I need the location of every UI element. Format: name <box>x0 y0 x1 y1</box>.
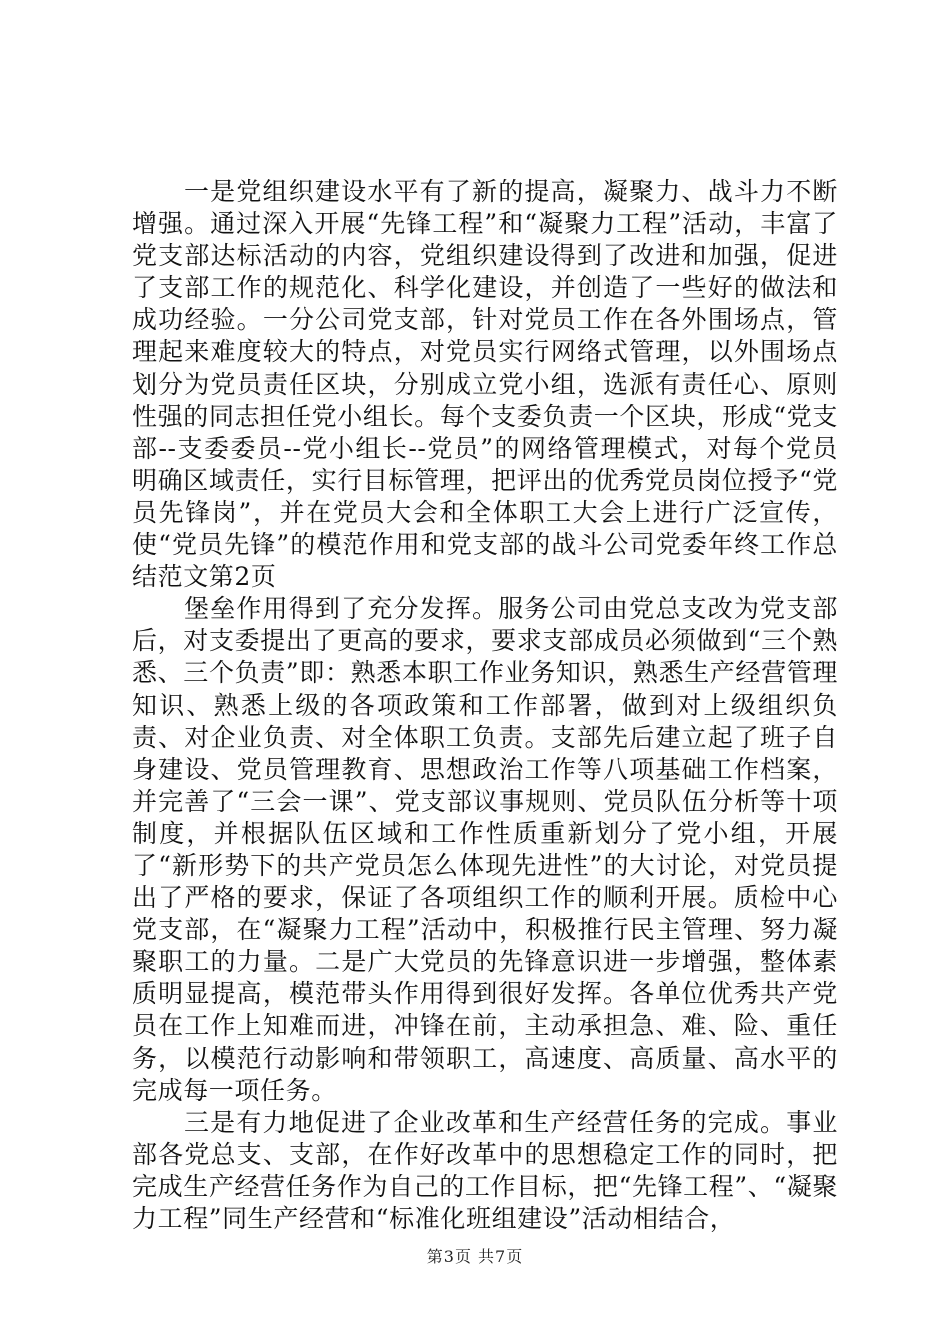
paragraph-1: 一是党组织建设水平有了新的提高，凝聚力、战斗力不断增强。通过深入开展“先锋工程”和“凝聚力工程”活动，丰富了党支部达标活动的内容，党组织建设得到了改进和加强，促进了支部工作的规范化、科学化建设，并创造了一些好的做法和成功经验。一分公司党支部，针对党员工作在各外围场点，管理起来难度较大的特点，对党员实行网络式管理，以外围场点划分为党员责任区块，分别成立党小组，选派有责任心、原则性强的同志担任党小组长。每个支委负责一个区块，形成“党支部--支委委员--党小组长--党员”的网络管理模式，对每个党员明确区域责任，实行目标管理，把评出的优秀党员岗位授予“党员先锋岗”，并在党员大会和全体职工大会上进行广泛宣传，使“党员先锋”的模范作用和党支部的战斗公司党委年终工作总结范文第2页 <box>132 177 838 592</box>
paragraph-3: 三是有力地促进了企业改革和生产经营任务的完成。事业部各党总支、支部，在作好改革中的思想稳定工作的同时，把完成生产经营任务作为自己的工作目标，把“先锋工程”、“凝聚力工程”同生产经营和“标准化班组建设”活动相结合， <box>132 1107 838 1233</box>
page-footer <box>0 1244 950 1267</box>
document-body <box>132 176 838 1235</box>
paragraph-2: 堡垒作用得到了充分发挥。服务公司由党总支改为党支部后，对支委提出了更高的要求，要求支部成员必须做到“三个熟悉、三个负责”即：熟悉本职工作业务知识，熟悉生产经营管理知识、熟悉上级的各项政策和工作部署，做到对上级组织负责、对企业负责、对全体职工负责。支部先后建立起了班子自身建设、党员管理教育、思想政治工作等八项基础工作档案，并完善了“三会一课”、党支部议事规则、党员队伍分析等十项制度，并根据队伍区域和工作性质重新划分了党小组，开展了“新形势下的共产党员怎么体现先进性”的大讨论，对党员提出了严格的要求，保证了各项组织工作的顺利开展。质检中心党支部，在“凝聚力工程”活动中，积极推行民主管理、努力凝聚职工的力量。二是广大党员的先锋意识进一步增强，整体素质明显提高，模范带头作用得到很好发挥。各单位优秀共产党员在工作上知难而进，冲锋在前，主动承担急、难、险、重任务，以模范行动影响和带领职工，高速度、高质量、高水平的完成每一项任务。 <box>132 594 838 1105</box>
page-number-label: 第3页 共7页 <box>426 1247 524 1266</box>
